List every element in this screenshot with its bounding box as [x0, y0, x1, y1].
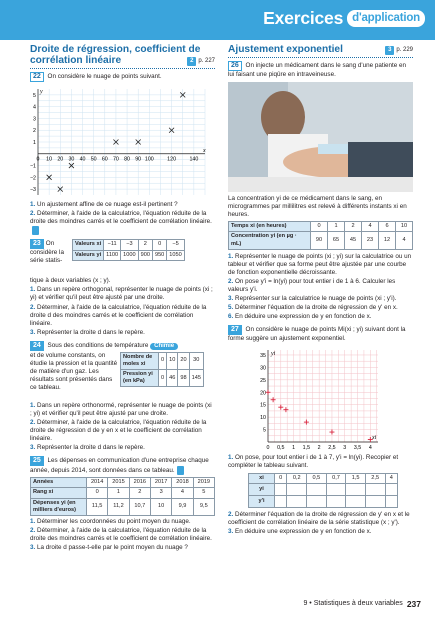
x-tick-label: 60: [101, 156, 108, 163]
x-tick-label: 50: [90, 156, 97, 163]
exercise-23: 23 On considère la série statis- Valeurs xi −11 −3 2 0 −5 Valeurs yi 1100 1000 900 950 1050: [30, 239, 215, 277]
table-ex25: Années 2014 2015 2016 2017 2018 2019 Rang xi 0 1 2 3 4 5 Dépenses yi (en milliers d'euros) 11,5 11,2 10,7 10 9,9 9,5: [30, 477, 215, 516]
exercise-number: 27: [228, 325, 242, 335]
ex23-q3: 3. Représenter la droite d dans le repère.: [30, 328, 145, 336]
exercise-24: 24 Sous des conditions de température Chimie: [30, 341, 215, 351]
x-tick-label: 90: [135, 156, 142, 163]
x-tick-label: 4: [368, 445, 372, 452]
page-footer: 9 • Statistiques à deux variables 237: [303, 599, 421, 610]
ex27-q1: 1. On pose, pour tout entier i de 1 à 7, y'i = ln(yi). Recopier et compléter le tableau suivant.: [228, 454, 399, 470]
y-axis-label: y: [40, 89, 43, 96]
exercise-number: 25: [30, 456, 44, 466]
y-tick-label: 5: [263, 427, 266, 434]
exercise-number: 24: [30, 341, 44, 351]
exercise-number: 22: [30, 72, 44, 82]
ex22-q2: 2. Déterminer, à l'aide de la calculatrice, l'équation réduite de la droite des moindres carrés et le coefficient de corrélation linéaire.: [30, 210, 215, 235]
table-ex23: Valeurs xi −11 −3 2 0 −5 Valeurs yi 1100 1000 900 950 1050: [72, 239, 185, 260]
x-axis-label: x: [203, 147, 206, 154]
x-tick-label: 70: [112, 156, 119, 163]
exercise-22: 22 On considère le nuage de points suivant.: [30, 72, 215, 82]
table-ex27: xi 0 0,2 0,5 0,7 1,5 2,5 4 yi y'i: [248, 473, 398, 508]
y-tick-label: 10: [260, 415, 266, 422]
x-tick-label: 3,5: [353, 445, 362, 452]
y-tick-label: −2: [30, 175, 36, 182]
ex22-q1: 1. Un ajustement affine de ce nuage est-il pertinent ?: [30, 201, 178, 209]
ex24-q3: 3. Représenter la droite d dans le repère.: [30, 443, 145, 451]
header-banner: [0, 0, 435, 40]
y-tick-label: −1: [30, 163, 36, 170]
page-title: Exercices d'application: [263, 7, 425, 29]
section-badge-icon: 2: [187, 57, 196, 66]
table-ex24: Nombre de moles xi 0 10 20 30 Pression yi (en kPa) 0 46 98 145: [120, 352, 204, 388]
injection-photo: [228, 82, 413, 192]
y-tick-label: 20: [260, 390, 266, 397]
y-tick-label: 15: [260, 402, 266, 409]
ex25-q2: 2. Déterminer, à l'aide de la calculatrice, l'équation réduite de la droite des moindres carrés et le coefficient de corrélation linéaire.: [30, 526, 212, 542]
x-tick-label: 3: [343, 445, 347, 452]
exercise-26: 26 On injecte un médicament dans le sang d'une patiente en lui faisant une piqûre en intraveineuse.: [228, 62, 407, 79]
y-tick-label: 35: [260, 353, 266, 360]
y-tick-label: 2: [33, 128, 36, 135]
ex25-q1: 1. Déterminer les coordonnées du point moyen du nuage.: [30, 517, 191, 525]
ex26-q3: 3. Représenter sur la calculatrice le nuage de points (xi ; y'i).: [228, 294, 397, 302]
ex27-q3: 3. En déduire une expression de y en fonction de x.: [228, 528, 372, 536]
x-tick-label: 0: [266, 445, 270, 452]
table-ex26: Temps xi (en heures) 0 1 2 4 6 10 Concentration yi (en µg · mL) 90 65 45 23 12 4: [228, 221, 413, 249]
ex24-q1: 1. Dans un repère orthonormé, représenter le nuage de points (xi ; yi) et vérifier qu'il peut être ajusté par une droite.: [30, 401, 212, 417]
x-tick-label: 1,5: [302, 445, 311, 452]
section-title-regression: Droite de régression, coefficient de corrélation linéaire 2 p. 227: [30, 44, 215, 69]
y-tick-label: 4: [33, 104, 36, 111]
scatter-chart-27: [228, 344, 413, 454]
y-tick-label: 1: [33, 140, 36, 147]
x-tick-label: 2: [317, 445, 321, 452]
scatter-chart-22: [30, 83, 215, 201]
y-tick-label: 5: [33, 92, 36, 99]
x-tick-label: 30: [68, 156, 75, 163]
y-tick-label: 3: [33, 116, 36, 123]
section-badge-icon: 3: [385, 46, 394, 55]
x-tick-label: 1: [292, 445, 296, 452]
x-tick-label: 140: [189, 156, 199, 163]
ex23-q2: 2. Déterminer, à l'aide de la calculatrice, l'équation réduite de la droite d des moindres carrés et le coefficient de corrélation linéaire.: [30, 303, 207, 327]
y-tick-label: −3: [30, 187, 36, 194]
ex26-q6: 6. En déduire une expression de y en fonction de x.: [228, 313, 372, 320]
y-axis-label: yi: [271, 351, 276, 358]
chimie-tag: Chimie: [150, 343, 178, 351]
y-tick-label: 30: [260, 365, 266, 372]
right-column: Ajustement exponentiel 3 p. 229 26 On injecte un médicament dans le sang d'une patiente en lui faisant une piqûre en intraveineuse. La concentration yi de ce médicament dans le sang, en microgrammes par millilitres est relevé à différents instants xi en heures. Temps xi (en heures) 0 1 2 4 6 10 Concentration yi (en µg · mL) 90 65 45 23 12 4 1. Représenter le nuage de points (xi ; yi) sur la calculatrice ou un tableur et vérifier que sa forme peut être ajustée par une courbe de fonction exponentielle décroissante. 2. On pose y'i = ln(yi) pour tout entier i de 1 à 6. Calculer les valeurs y'i. 3. Représenter sur la calculatrice le nuage de points (xi ; y'i). 5. Déterminer l'équation de la droite de régression de y' en x. 6. En déduire une expression de y en fonction de x. 27 On considère le nuage de points Mi(xi ; yi) suivant dont la forme suggère un ajustement exponentiel. 0 0,5 1 1,5 2 2,5 3 3,5 4 5 10 15 20 25 30 35 xi yi 1. On pose, pour tout entier i de 1 à 7, y'i = ln(yi). Recopier et compléter le tableau suivant. xi 0 0,2 0,5 0,7 1,5 2,5 4 yi y'i 2. Déterminer l'équation de la droite de régression de y' en x et le coefficient de corrélation linéaire de la série statistique (x ; y'). 3. En déduire une expression de y en fonction de x.: [228, 44, 413, 536]
exercise-number: 26: [228, 61, 242, 71]
x-tick-label: 40: [79, 156, 86, 163]
calculator-icon: [32, 226, 39, 235]
ex26-q5: 5. Déterminer l'équation de la droite de régression de y' en x.: [228, 303, 398, 311]
x-tick-label: 100: [144, 156, 154, 163]
photo-illustration: [228, 82, 413, 192]
exercise-25: 25 Les dépenses en communication d'une entreprise chaque année, depuis 2014, sont données dans ce tableau.: [30, 457, 209, 475]
ex25-q3: 3. La droite d passe-t-elle par le point moyen du nuage ?: [30, 543, 188, 551]
x-tick-label: 120: [167, 156, 177, 163]
exercise-number: 23: [30, 239, 44, 249]
x-tick-label: 2,5: [328, 445, 336, 452]
ex27-q2: 2. Déterminer l'équation de la droite de régression de y' en x et le coefficient de corrélation linéaire de la série statistique (x ; y').: [228, 511, 410, 527]
exercise-27: 27 On considère le nuage de points Mi(xi ; yi) suivant dont la forme suggère un ajustement exponentiel.: [228, 326, 406, 343]
x-tick-label: 0: [36, 156, 40, 163]
ex23-q1: 1. Dans un repère orthogonal, représenter le nuage de points (xi ; yi) et vérifier qu'il peut être ajusté par une droite.: [30, 286, 213, 302]
x-tick-label: 20: [57, 156, 64, 163]
y-tick-label: 25: [260, 377, 266, 384]
left-column: Droite de régression, coefficient de corrélation linéaire 2 p. 227 22 On considère le nuage de points suivant. 0 10 20 30 40 50 60 70 80 90 100 120 140 −3 −2 −1 1 2 3 4 5 x y 1. Un ajustement affine de ce nuage est-il pertinent ? 2. Déterminer, à l'aide de la calculatrice, l'équation réduite de la droite des moindres carrés et le coefficient de corrélation linéaire. 23 On considère la série statis- Valeurs xi −11 −3 2 0 −5 Valeurs yi 1100 1000 900 950 1050 tique à deux variables (x ; y). 1. Dans un repère orthogonal, représenter le nuage de points (xi ; yi) et vérifier qu'il peut être ajusté par une droite. 2. Déterminer, à l'aide de la calculatrice, l'équation réduite de la droite d des moindres carrés et le coefficient de corrélation linéaire. 3. Représenter la droite d dans le repère. 24 Sous des conditions de température Chimie et de volume constants, on étudie la pression et la quantité de matière d'un gaz. Les résultats sont présentés dans ce tableau. Nombre de moles xi 0 10 20 30 Pression yi (en kPa) 0 46 98 145 1. Dans un repère orthonormé, représenter le nuage de points (xi ; yi) et vérifier qu'il peut être ajusté par une droite. 2. Déterminer, à l'aide de la calculatrice, l'équation réduite de la droite de régression d de y en x et le coefficient de corrélation linéaire. 3. Représenter la droite d dans le repère. 25 Les dépenses en communication d'une entreprise chaque année, depuis 2014, sont données dans ce tableau. Années 2014 2015 2016 2017 2018 2019 Rang xi 0 1 2 3 4 5 Dépenses yi (en milliers d'euros) 11,5 11,2 10,7 10 9,9 9,5 1. Déterminer les coordonnées du point moyen du nuage. 2. Déterminer, à l'aide de la calculatrice, l'équation réduite de la droite des moindres carrés et le coefficient de corrélation linéaire. 3. La droite d passe-t-elle par le point moyen du nuage ?: [30, 44, 215, 551]
ex24-q2: 2. Déterminer, à l'aide de la calculatrice, l'équation réduite de la droite de régression d de y en x et le coefficient de corrélation linéaire.: [30, 418, 207, 442]
x-tick-label: 80: [124, 156, 131, 163]
x-tick-label: 10: [46, 156, 53, 163]
section-title-exponentiel: Ajustement exponentiel 3 p. 229: [228, 44, 413, 58]
calculator-icon: [177, 466, 184, 475]
ex26-q1: 1. Représenter le nuage de points (xi ; yi) sur la calculatrice ou un tableur et vérifier que sa forme peut être ajustée par une courbe de fonction exponentielle décroissante.: [228, 252, 412, 276]
x-tick-label: 0,5: [277, 445, 285, 452]
ex26-q2: 2. On pose y'i = ln(yi) pour tout entier i de 1 à 6. Calculer les valeurs y'i.: [228, 277, 396, 293]
x-axis-label: xi: [372, 435, 377, 442]
